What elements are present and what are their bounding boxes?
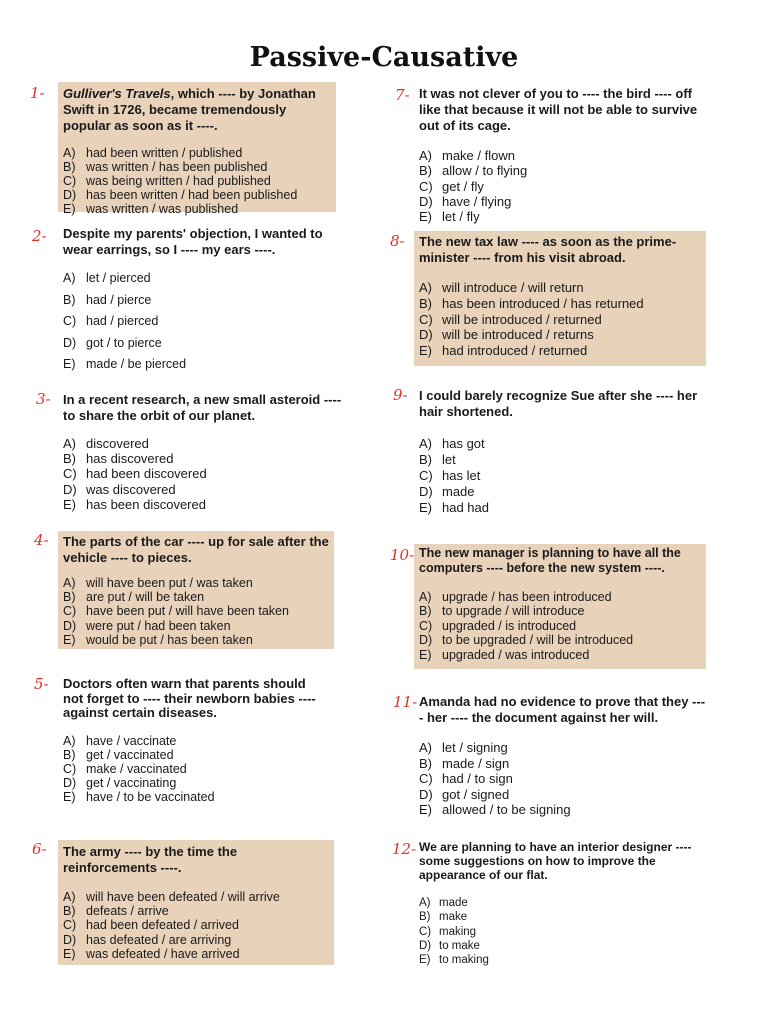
option-b[interactable]: B) has been introduced / has returned <box>419 295 644 311</box>
question-number-mark: 9- <box>393 386 408 404</box>
option-d[interactable]: D) made <box>419 484 475 499</box>
option-b[interactable]: B) made / sign <box>419 755 510 771</box>
option-a[interactable]: A) had been written / published <box>63 146 243 160</box>
option-c[interactable]: C) making <box>419 925 477 938</box>
question-number-mark: 7- <box>395 86 410 104</box>
option-e[interactable]: E) to making <box>419 954 489 967</box>
option-e[interactable]: E) has been discovered <box>63 496 206 512</box>
option-a[interactable]: A) will have been put / was taken <box>63 576 253 590</box>
option-c[interactable]: C) had / pierced <box>63 314 159 328</box>
question-9 <box>419 388 709 516</box>
question-4 <box>58 531 334 649</box>
question-11 <box>419 694 709 818</box>
option-c[interactable]: C) was being written / had published <box>63 174 271 188</box>
question-6 <box>58 840 334 965</box>
question-stem: It was not clever of you to ---- the bird ---- off like that because it will not be able to survive out of its cage. <box>419 86 698 133</box>
option-d[interactable]: D) to make <box>419 939 480 952</box>
option-e[interactable]: E) let / fly <box>419 209 480 225</box>
option-b[interactable]: B) get / vaccinated <box>63 747 174 762</box>
question-number-mark: 5- <box>34 675 49 693</box>
question-stem: The parts of the car ---- up for sale after the vehicle ---- to pieces. <box>63 534 329 565</box>
option-c[interactable]: C) has let <box>419 468 481 483</box>
option-d[interactable]: D) get / vaccinating <box>63 776 177 791</box>
option-e[interactable]: E) had had <box>419 500 489 515</box>
option-c[interactable]: C) had / to sign <box>419 771 513 786</box>
option-d[interactable]: D) has been written / had been published <box>63 188 298 202</box>
option-a[interactable]: A) will have been defeated / will arrive <box>63 890 280 904</box>
option-b[interactable]: B) had / pierce <box>63 292 152 307</box>
option-a[interactable]: A) have / vaccinate <box>63 733 177 748</box>
question-number-mark: 11- <box>393 693 418 711</box>
options-list <box>63 146 331 216</box>
question-stem: The new manager is planning to have all the computers ---- before the new system ----. <box>419 546 681 575</box>
question-number-mark: 10- <box>390 546 415 564</box>
question-10 <box>414 544 706 669</box>
option-a[interactable]: A) make / flown <box>419 148 515 163</box>
option-e[interactable]: E) allowed / to be signing <box>419 802 571 817</box>
option-d[interactable]: D) were put / had been taken <box>63 618 231 633</box>
option-a[interactable]: A) has got <box>419 436 485 451</box>
question-number-mark: 1- <box>30 84 45 102</box>
option-a[interactable]: A) will introduce / will return <box>419 280 584 295</box>
options-list <box>63 436 343 512</box>
question-1 <box>58 82 336 216</box>
option-e[interactable]: E) was defeated / have arrived <box>63 946 240 961</box>
question-stem: The new tax law ---- as soon as the prime-minister ---- from his visit abroad. <box>419 234 677 265</box>
option-c[interactable]: C) upgraded / is introduced <box>419 618 577 633</box>
question-number-mark: 4- <box>34 531 49 549</box>
option-e[interactable]: E) was written / was published <box>63 202 239 216</box>
options-list <box>419 148 709 224</box>
question-12 <box>419 840 709 967</box>
option-d[interactable]: D) was discovered <box>63 481 176 497</box>
question-3 <box>63 392 343 512</box>
question-stem: Doctors often warn that parents should not forget to ---- their newborn babies ---- against certain diseases. <box>63 676 316 720</box>
question-stem: I could barely recognize Sue after she ---- her hair shortened. <box>419 388 698 419</box>
option-c[interactable]: C) have been put / will have been taken <box>63 604 289 619</box>
options-list <box>63 890 329 961</box>
question-8 <box>414 231 706 366</box>
option-b[interactable]: B) was written / has been published <box>63 160 268 174</box>
question-stem: We are planning to have an interior designer ---- some suggestions on how to improve the appearance of our flat. <box>419 840 692 882</box>
options-list <box>419 590 701 662</box>
options-list <box>419 280 701 359</box>
question-stem: Amanda had no evidence to prove that they ---- her ---- the document against her will. <box>419 694 706 725</box>
option-e[interactable]: E) upgraded / was introduced <box>419 647 590 662</box>
question-5 <box>63 677 319 805</box>
question-number-mark: 3- <box>36 390 51 408</box>
option-a[interactable]: A) upgrade / has been introduced <box>419 590 612 604</box>
question-stem: Despite my parents' objection, I wanted to wear earrings, so I ---- my ears ----. <box>63 226 323 257</box>
option-d[interactable]: D) got / to pierce <box>63 335 162 350</box>
option-e[interactable]: E) made / be pierced <box>63 357 187 371</box>
option-a[interactable]: A) made <box>419 897 468 909</box>
option-b[interactable]: B) let <box>419 452 456 467</box>
option-b[interactable]: B) make <box>419 911 468 924</box>
question-stem: In a recent research, a new small asteroid ---- to share the orbit of our planet. <box>63 392 342 423</box>
option-c[interactable]: C) will be introduced / returned <box>419 311 602 327</box>
page-title: Passive-Causative <box>249 42 519 74</box>
options-list <box>419 896 709 967</box>
option-b[interactable]: B) are put / will be taken <box>63 590 205 605</box>
options-list <box>419 436 709 516</box>
question-2 <box>63 226 333 376</box>
options-list <box>63 576 329 647</box>
question-7 <box>419 86 709 224</box>
question-number-mark: 12- <box>392 840 417 858</box>
option-a[interactable]: A) let / pierced <box>63 271 151 285</box>
question-number-mark: 2- <box>32 227 47 245</box>
question-stem: Gulliver's Travels, which ---- by Jonathan Swift in 1726, became tremendously popular as soon as it ----. <box>63 86 316 133</box>
question-stem: The army ---- by the time the reinforcements ----. <box>63 844 238 875</box>
option-e[interactable]: E) have / to be vaccinated <box>63 790 215 805</box>
option-e[interactable]: E) had introduced / returned <box>419 343 588 359</box>
option-e[interactable]: E) would be put / has been taken <box>63 632 253 647</box>
option-c[interactable]: C) make / vaccinated <box>63 761 187 776</box>
question-number-mark: 8- <box>390 232 405 250</box>
options-list <box>63 734 319 805</box>
option-d[interactable]: D) to be upgraded / will be introduced <box>419 633 634 648</box>
option-a[interactable]: A) discovered <box>63 436 149 451</box>
option-d[interactable]: D) has defeated / are arriving <box>63 932 232 947</box>
option-b[interactable]: B) allow / to flying <box>419 163 528 179</box>
option-d[interactable]: D) got / signed <box>419 786 510 802</box>
option-c[interactable]: C) get / fly <box>419 178 484 194</box>
option-b[interactable]: B) defeats / arrive <box>63 904 169 919</box>
option-b[interactable]: B) has discovered <box>63 451 174 467</box>
question-number-mark: 6- <box>32 840 47 858</box>
option-b[interactable]: B) to upgrade / will introduce <box>419 604 585 619</box>
option-c[interactable]: C) had been defeated / arrived <box>63 918 239 933</box>
options-list <box>63 268 333 376</box>
option-c[interactable]: C) had been discovered <box>63 466 207 482</box>
option-d[interactable]: D) will be introduced / returns <box>419 327 594 343</box>
option-a[interactable]: A) let / signing <box>419 740 508 755</box>
option-d[interactable]: D) have / flying <box>419 193 512 209</box>
options-list <box>419 740 709 818</box>
